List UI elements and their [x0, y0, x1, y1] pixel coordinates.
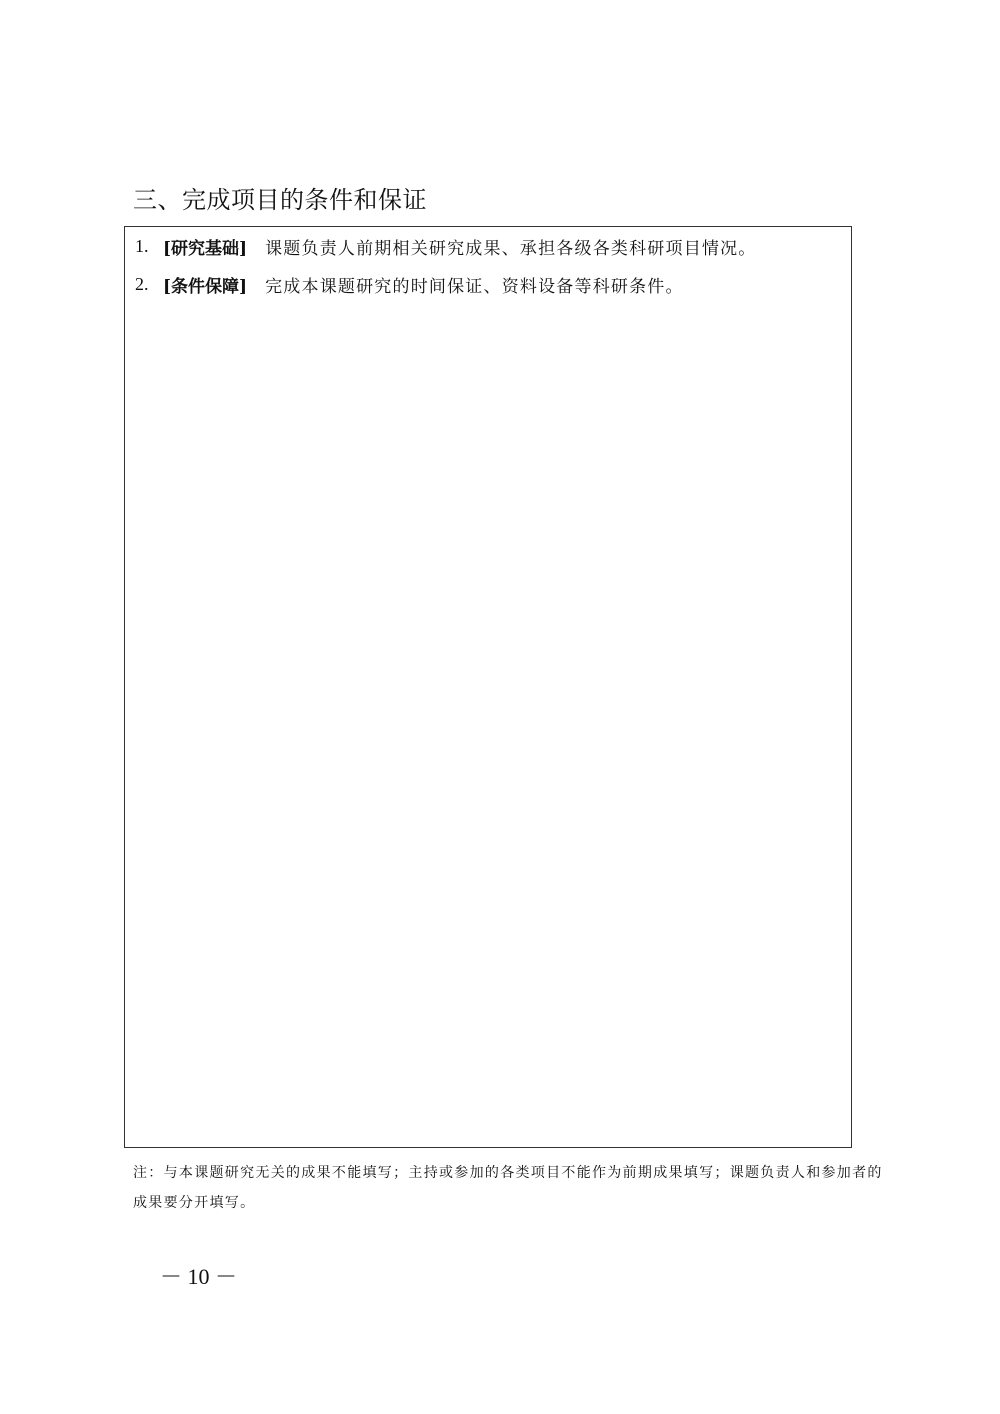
- footnote: 注：与本课题研究无关的成果不能填写；主持或参加的各类项目不能作为前期成果填写；课题负责人和参加者的成果要分开填写。: [133, 1165, 883, 1211]
- list-item: [135, 269, 684, 299]
- content-box[interactable]: [124, 226, 852, 1148]
- item-number: 1.: [135, 235, 149, 256]
- page-number: － 10 －: [160, 1264, 238, 1289]
- item-tag: [条件保障]: [163, 276, 248, 297]
- section-title: 三、完成项目的条件和保证: [133, 186, 427, 214]
- item-tag: [研究基础]: [163, 238, 248, 259]
- item-number: 2.: [135, 273, 149, 294]
- item-description: 完成本课题研究的时间保证、资料设备等科研条件。: [265, 276, 684, 297]
- item-description: 课题负责人前期相关研究成果、承担各级各类科研项目情况。: [265, 238, 757, 259]
- list-item: [135, 231, 757, 261]
